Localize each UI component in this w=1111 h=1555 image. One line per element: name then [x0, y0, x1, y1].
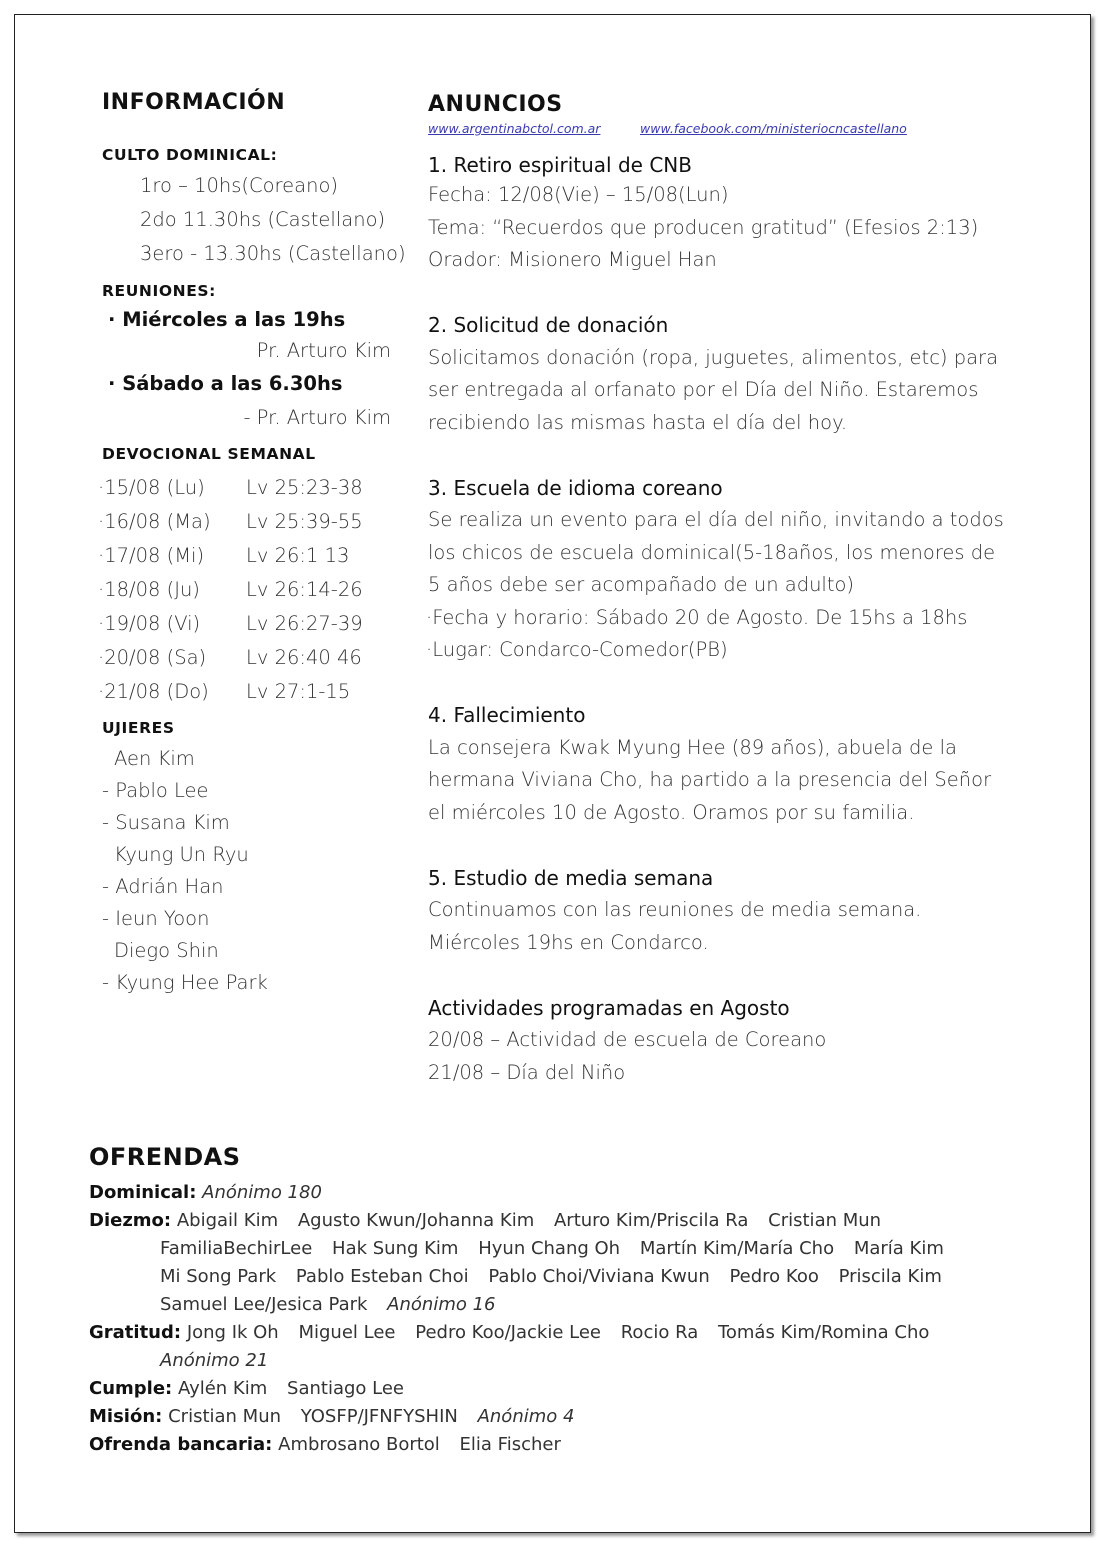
ujier-name: Diego Shin: [114, 939, 219, 962]
devocional-ref: Lv 26:40 46: [246, 646, 362, 669]
ofrenda-anon: Anónimo 21: [160, 1350, 269, 1371]
anuncio-heading: Actividades programadas en Agosto: [428, 996, 790, 1020]
anuncio-line: 20/08 – Actividad de escuela de Coreano: [428, 1028, 827, 1051]
donor-name: María Kim: [853, 1238, 944, 1259]
culto-item: 3ero - 13.30hs (Castellano): [140, 242, 406, 265]
donor-name: Cristian Mun: [768, 1210, 882, 1231]
ofrenda-label: Diezmo:: [89, 1210, 172, 1231]
devocional-ref: Lv 26:27-39: [246, 612, 363, 635]
devocional-date: ·21/08 (Do): [98, 680, 209, 703]
reunion-miercoles: · Miércoles a las 19hs: [108, 308, 346, 331]
ofrenda-anon: Anónimo 180: [202, 1182, 322, 1203]
donor-name: Abigail Kim: [176, 1210, 279, 1231]
donor-name: Arturo Kim/Priscila Ra: [553, 1210, 749, 1231]
anuncio-heading: 1. Retiro espiritual de CNB: [428, 153, 692, 177]
ujier-name: - Adrián Han: [102, 875, 224, 898]
donor-name: Ambrosano Bortol: [278, 1434, 440, 1455]
anuncio-heading: 3. Escuela de idioma coreano: [428, 476, 723, 500]
anuncio-line: Continuamos con las reuniones de media semana.: [428, 898, 922, 921]
devocional-heading: DEVOCIONAL SEMANAL: [102, 445, 316, 463]
culto-item: 2do 11.30hs (Castellano): [140, 208, 386, 231]
info-title: INFORMACIÓN: [102, 90, 286, 115]
anuncio-line: Se realiza un evento para el día del niño, invitando a todos: [428, 508, 1004, 531]
ofrenda-bancaria: [89, 1434, 561, 1455]
anuncio-line: ser entregada al orfanato por el Día del Niño. Estaremos: [428, 378, 979, 401]
donor-name: Agusto Kwun/Johanna Kim: [297, 1210, 535, 1231]
ofrenda-diezmo-cont: [160, 1266, 942, 1287]
donor-name: FamiliaBechirLee: [160, 1238, 313, 1259]
devocional-date: ·17/08 (Mi): [98, 544, 205, 567]
donor-name: YOSFP/JFNFYSHIN: [300, 1406, 458, 1427]
anuncio-line: Orador: Misionero Miguel Han: [428, 248, 717, 271]
donor-name: Aylén Kim: [177, 1378, 268, 1399]
anuncio-heading: 2. Solicitud de donación: [428, 313, 669, 337]
reunion-sabado: · Sábado a las 6.30hs: [108, 372, 343, 395]
anuncio-line: Tema: “Recuerdos que producen gratitud” (Efesios 2:13): [428, 216, 979, 239]
anuncio-line: 5 años debe ser acompañado de un adulto): [428, 573, 855, 596]
culto-heading: CULTO DOMINICAL:: [102, 146, 278, 164]
ofrenda-diezmo-cont: [160, 1294, 496, 1315]
facebook-link[interactable]: www.facebook.com/ministeriocncastellano: [640, 121, 907, 136]
donor-name: Santiago Lee: [287, 1378, 404, 1399]
ofrenda-diezmo-cont: [160, 1238, 944, 1259]
devocional-ref: Lv 25:39-55: [246, 510, 363, 533]
ofrenda-label: Gratitud:: [89, 1322, 182, 1343]
website-link[interactable]: www.argentinabctol.com.ar: [428, 121, 601, 136]
devocional-date: ·19/08 (Vi): [98, 612, 201, 635]
ofrenda-label: Ofrenda bancaria:: [89, 1434, 273, 1455]
ofrenda-diezmo: [89, 1210, 881, 1231]
donor-name: Tomás Kim/Romina Cho: [717, 1322, 930, 1343]
devocional-ref: Lv 26:1 13: [246, 544, 350, 567]
anuncio-line: ·Lugar: Condarco-Comedor(PB): [426, 638, 728, 661]
donor-name: Pablo Choi/Viviana Kwun: [488, 1266, 710, 1287]
donor-name: Martín Kim/María Cho: [639, 1238, 835, 1259]
devocional-ref: Lv 26:14-26: [246, 578, 363, 601]
donor-name: Pablo Esteban Choi: [295, 1266, 469, 1287]
ofrenda-gratitud: [89, 1322, 929, 1343]
devocional-ref: Lv 25:23-38: [246, 476, 363, 499]
donor-name: Hak Sung Kim: [332, 1238, 459, 1259]
ujier-name: - Ieun Yoon: [102, 907, 210, 930]
devocional-date: ·20/08 (Sa): [98, 646, 207, 669]
reunion-miercoles-pastor: Pr. Arturo Kim: [256, 339, 391, 362]
anuncios-title: ANUNCIOS: [428, 92, 563, 117]
ofrenda-label: Cumple:: [89, 1378, 173, 1399]
devocional-date: ·18/08 (Ju): [98, 578, 200, 601]
ujier-name: - Kyung Hee Park: [102, 971, 268, 994]
anuncio-line: ·Fecha y horario: Sábado 20 de Agosto. De 15hs a 18hs: [426, 606, 968, 629]
anuncio-line: Fecha: 12/08(Vie) – 15/08(Lun): [428, 183, 729, 206]
anuncio-line: recibiendo las mismas hasta el día del hoy.: [428, 411, 848, 434]
donor-name: Samuel Lee/Jesica Park: [160, 1294, 368, 1315]
ofrenda-cumple: [89, 1378, 404, 1399]
donor-name: Elia Fischer: [459, 1434, 561, 1455]
anuncio-heading: 4. Fallecimiento: [428, 703, 586, 727]
donor-name: Miguel Lee: [298, 1322, 396, 1343]
ofrenda-label: Dominical:: [89, 1182, 197, 1203]
ujier-name: - Susana Kim: [102, 811, 230, 834]
ujieres-heading: UJIERES: [102, 719, 175, 737]
culto-item: 1ro – 10hs(Coreano): [140, 174, 338, 197]
donor-name: Hyun Chang Oh: [478, 1238, 621, 1259]
devocional-date: ·16/08 (Ma): [98, 510, 211, 533]
devocional-ref: Lv 27:1-15: [246, 680, 351, 703]
anuncio-line: los chicos de escuela dominical(5-18años, los menores de: [428, 541, 996, 564]
donor-name: Rocio Ra: [620, 1322, 699, 1343]
anuncio-line: Solicitamos donación (ropa, juguetes, alimentos, etc) para: [428, 346, 999, 369]
anuncio-line: 21/08 – Día del Niño: [428, 1061, 626, 1084]
donor-name: Jong Ik Oh: [186, 1322, 279, 1343]
ujier-name: Kyung Un Ryu: [114, 843, 249, 866]
ujier-name: - Pablo Lee: [102, 779, 209, 802]
donor-name: Pedro Koo/Jackie Lee: [415, 1322, 601, 1343]
ofrenda-anon: Anónimo 16: [387, 1294, 496, 1315]
reuniones-heading: REUNIONES:: [102, 282, 216, 300]
anuncio-heading: 5. Estudio de media semana: [428, 866, 714, 890]
anuncio-line: hermana Viviana Cho, ha partido a la presencia del Señor: [428, 768, 992, 791]
anuncio-line: La consejera Kwak Myung Hee (89 años), abuela de la: [428, 736, 957, 759]
ofrenda-dominical: [89, 1182, 322, 1203]
donor-name: Mi Song Park: [160, 1266, 277, 1287]
ofrendas-title: OFRENDAS: [89, 1143, 241, 1171]
donor-name: Pedro Koo: [729, 1266, 819, 1287]
reunion-sabado-pastor: - Pr. Arturo Kim: [243, 406, 391, 429]
ofrenda-label: Misión:: [89, 1406, 163, 1427]
ujier-name: Aen Kim: [114, 747, 195, 770]
anuncio-line: Miércoles 19hs en Condarco.: [428, 931, 709, 954]
donor-name: Cristian Mun: [168, 1406, 282, 1427]
anuncio-line: el miércoles 10 de Agosto. Oramos por su familia.: [428, 801, 915, 824]
donor-name: Priscila Kim: [838, 1266, 942, 1287]
ofrenda-mision: [89, 1406, 574, 1427]
ofrenda-anon: Anónimo 4: [477, 1406, 575, 1427]
devocional-date: ·15/08 (Lu): [98, 476, 205, 499]
